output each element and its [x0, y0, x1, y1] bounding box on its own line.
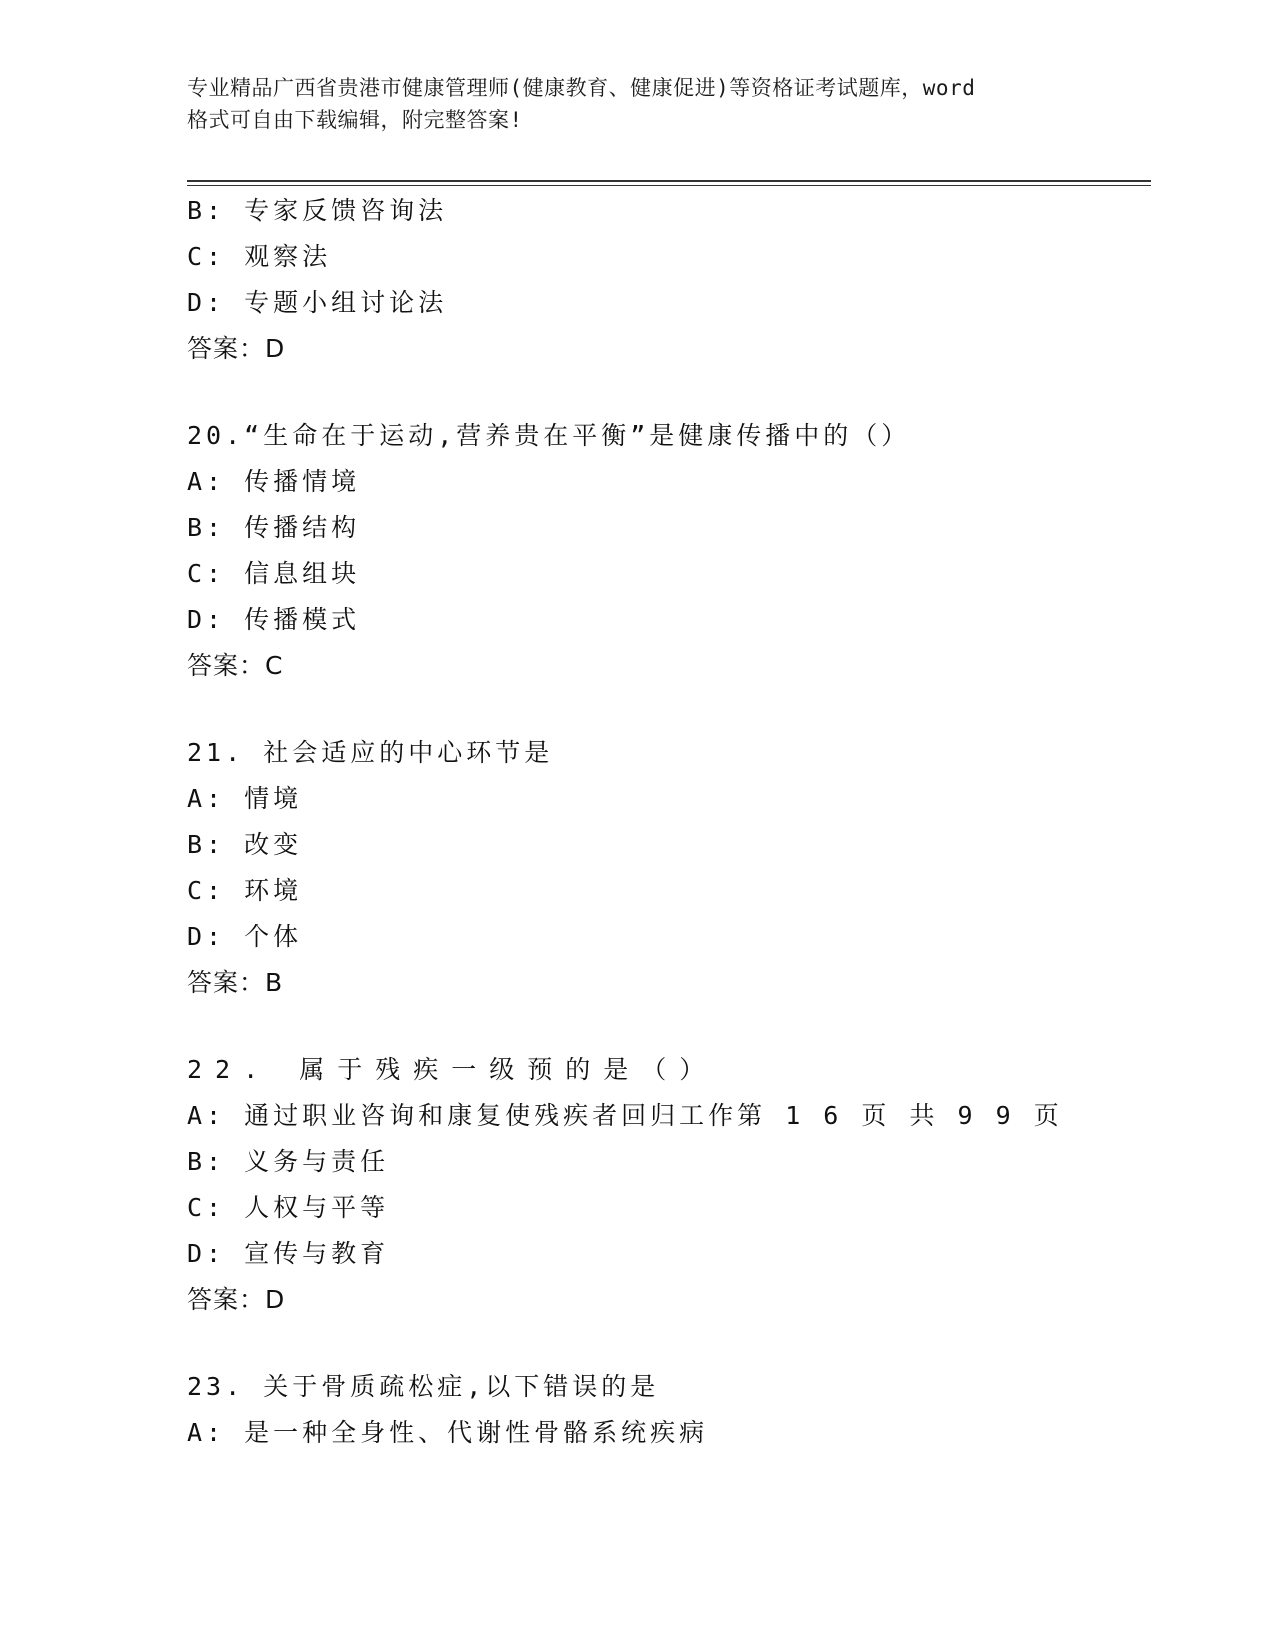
- answer-label: 答案：D: [187, 1285, 286, 1314]
- option-a: A: 通过职业咨询和康复使残疾者回归工作第 1 6 页 共 9 9 页: [187, 1101, 1063, 1130]
- answer-label: 答案：D: [187, 334, 286, 363]
- question-22: [187, 1047, 1147, 1323]
- question-21: [187, 730, 1147, 1006]
- question-title: 21. 社会适应的中心环节是: [187, 738, 554, 767]
- answer-label: 答案：B: [187, 968, 284, 997]
- question-title: 23. 关于骨质疏松症,以下错误的是: [187, 1372, 660, 1401]
- option-b: B: 传播结构: [187, 513, 361, 542]
- question-title: 22. 属于残疾一级预的是（）: [187, 1055, 718, 1084]
- option-a: A: 是一种全身性、代谢性骨骼系统疾病: [187, 1418, 709, 1447]
- question-19-tail: [187, 188, 1147, 372]
- header-line-2: 格式可自由下载编辑，附完整答案!: [187, 108, 523, 132]
- question-title: 20.“生命在于运动,营养贵在平衡”是健康传播中的（）: [187, 421, 911, 450]
- option-d: D: 个体: [187, 922, 303, 951]
- option-c: C: 观察法: [187, 242, 332, 271]
- option-d: D: 宣传与教育: [187, 1239, 390, 1268]
- option-c: C: 人权与平等: [187, 1193, 390, 1222]
- option-c: C: 信息组块: [187, 559, 361, 588]
- option-c: C: 环境: [187, 876, 303, 905]
- option-b: B: 义务与责任: [187, 1147, 390, 1176]
- header-line-1: 专业精品广西省贵港市健康管理师(健康教育、健康促进)等资格证考试题库，word: [187, 76, 976, 100]
- page-header: [187, 72, 1087, 136]
- header-rule-thick: [187, 180, 1151, 182]
- option-a: A: 情境: [187, 784, 303, 813]
- option-b: B: 改变: [187, 830, 303, 859]
- option-d: D: 传播模式: [187, 605, 361, 634]
- question-list: [187, 188, 1147, 1456]
- answer-label: 答案：C: [187, 651, 284, 680]
- header-rule-thin: [187, 185, 1151, 186]
- question-23: [187, 1364, 1147, 1456]
- question-20: [187, 413, 1147, 689]
- option-b: B: 专家反馈咨询法: [187, 196, 448, 225]
- option-a: A: 传播情境: [187, 467, 361, 496]
- option-d: D: 专题小组讨论法: [187, 288, 448, 317]
